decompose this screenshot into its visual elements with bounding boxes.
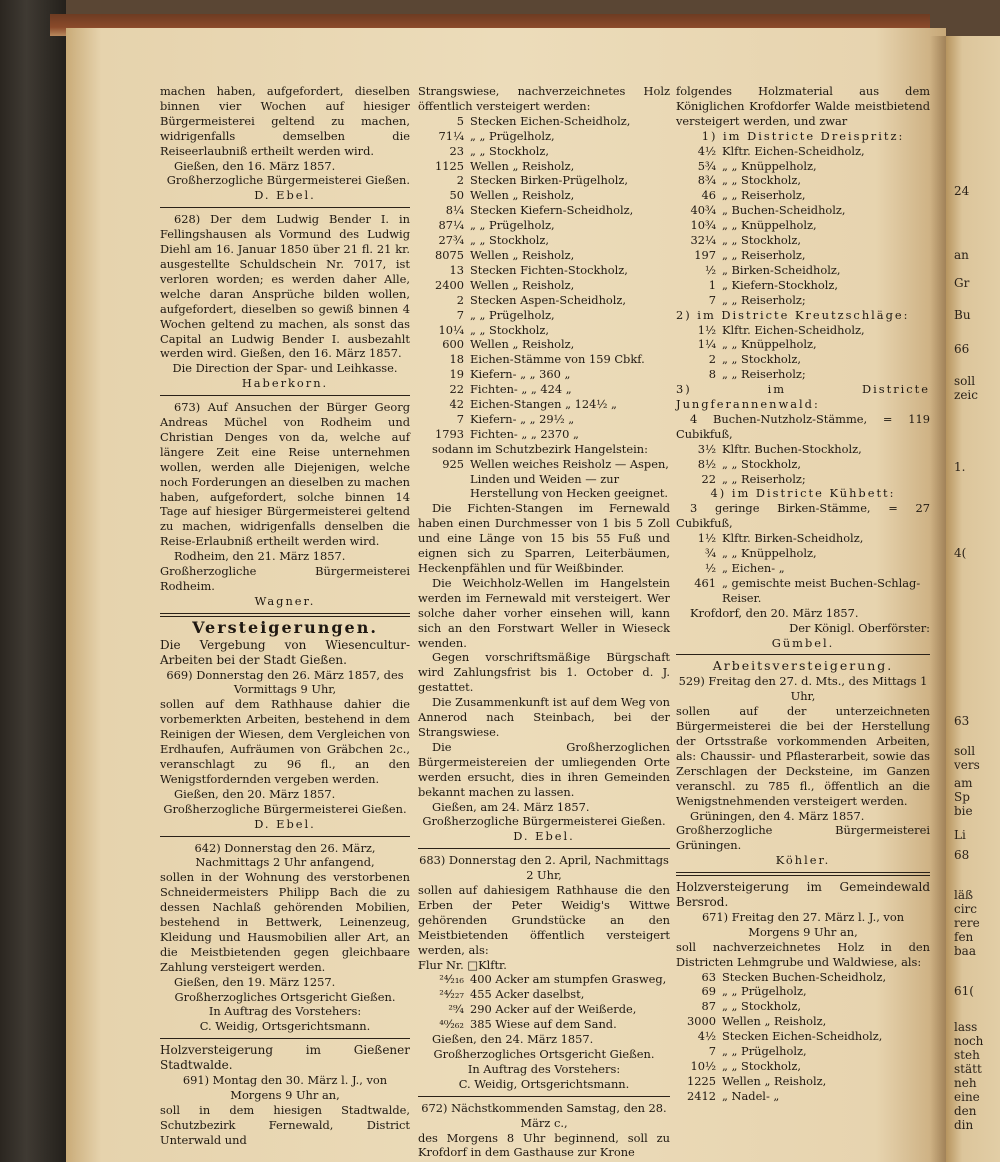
notice-642: 642) Donnerstag den 26. März, Nachmittags 2 Uhr anfangend,	[194, 840, 376, 870]
double-divider	[160, 613, 410, 617]
quantity: ¾	[704, 546, 716, 561]
item-description: „ „ Stockholz,	[722, 999, 802, 1014]
list-item	[676, 173, 930, 188]
list-item	[676, 1059, 930, 1074]
quantity: 63	[701, 969, 716, 984]
notice-669-authority: Großherzogliche Bürgermeisterei Gießen.	[163, 801, 407, 816]
quantity: 10½	[690, 1059, 716, 1073]
quantity: 8¾	[697, 173, 716, 188]
list-item	[418, 367, 670, 382]
item-description: „ „ Reiserholz;	[722, 471, 806, 486]
list-item	[676, 323, 930, 338]
facing-page-fragment: lass	[954, 1020, 978, 1034]
facing-page-fragment: den	[954, 1104, 977, 1118]
notice-669: 669) Donnerstag den 26. März 1857, des Vormittags 9 Uhr,	[166, 667, 404, 697]
item-description: Stecken Birken-Prügelholz,	[470, 173, 628, 188]
list-item	[418, 278, 670, 293]
notice-date: Gießen, am 24. März 1857.	[432, 799, 590, 814]
list-item	[676, 203, 930, 218]
notice-642-signature: C. Weidig, Ortsgerichtsmann.	[199, 1019, 371, 1034]
quantity: 2	[456, 292, 464, 307]
quantity: 27¾	[438, 233, 464, 248]
list-item	[676, 144, 930, 159]
list-item	[418, 987, 670, 1002]
quantity: 46	[701, 188, 716, 203]
list-item	[418, 1017, 670, 1032]
item-description: „ „ Prügelholz,	[470, 307, 555, 322]
facing-page-fragment: vers	[954, 758, 980, 772]
notice-529-date: Grüningen, den 4. März 1857.	[690, 808, 865, 823]
facing-page-fragment: Gr	[954, 276, 970, 290]
quantity: 1½	[697, 322, 716, 337]
notice-683-table-header: Flur Nr. □Klftr.	[418, 957, 507, 972]
notice-authority: Großherzogliche Bürgermeisterei Gießen.	[422, 814, 666, 829]
item-description: „ gemischte meist Buchen-Schlag-Reiser.	[722, 575, 921, 605]
quantity: 3000	[687, 1014, 716, 1029]
facing-page-fragment: 24	[954, 184, 970, 198]
divider	[160, 395, 410, 396]
quantity: 1125	[435, 158, 464, 173]
notice-signature: Gümbel.	[771, 635, 835, 650]
notice-672: 672) Nächstkommenden Samstag, den 28. März c.,	[421, 1100, 667, 1130]
notice-628: 628) Der dem Ludwig Bender I. in Fellingshausen als Vormund des Ludwig Diehl am 16. Januar 1850 über 21 fl. 21 kr. ausgestellte Schuldschein Nr. 7017, ist verloren worden; es werden daher Alle, welche daran Ansprüche bilden wollen, aufgefordert, dieselben so gewiß binnen 4 Wochen geltend zu machen, als sonst das Capital an Ludwig Bender I. ausbezahlt werden wird. Gießen, den 16. März 1857.	[160, 212, 410, 361]
notice-628-authority: Die Direction der Spar- und Leihkasse.	[172, 361, 398, 376]
notice-642-authority: Großherzogliches Ortsgericht Gießen.	[174, 989, 396, 1004]
list-item	[418, 397, 670, 412]
wood-list-kreutzschlaege	[676, 323, 930, 383]
item-description: Stecken Eichen-Scheidholz,	[722, 1029, 883, 1044]
quantity: 461	[694, 575, 716, 590]
facing-page-fragment: 61(	[954, 984, 974, 998]
column-2	[418, 84, 670, 1160]
notice-673-date: Rodheim, den 21. März 1857.	[174, 549, 346, 564]
facing-page-fragment: steh	[954, 1048, 980, 1062]
list-item	[676, 159, 930, 174]
item-description: „ „ Stockholz,	[470, 233, 550, 248]
list-item	[418, 293, 670, 308]
item-description: Eichen-Stangen „ 124½ „	[470, 397, 617, 412]
item-description: „ „ Knüppelholz,	[722, 218, 817, 233]
district-kuehbett: 4) im Districte Kühbett:	[710, 486, 896, 501]
subheading-wiesencultur: Die Vergebung von Wiesencultur-Arbeiten bei der Stadt Gießen.	[160, 637, 410, 667]
item-description: Wellen „ Reisholz,	[722, 1014, 827, 1029]
quantity: 40¾	[690, 203, 716, 218]
item-description: Wellen weiches Reisholz — Aspen, Linden und Weiden — zur Herstellung von Hecken geeignet.	[470, 456, 669, 501]
item-description: Wellen „ Reisholz,	[470, 188, 575, 203]
quantity: 7	[708, 1044, 716, 1059]
quantity: 71¼	[438, 128, 464, 143]
list-item	[676, 352, 930, 367]
list-item	[418, 188, 670, 203]
list-item	[676, 278, 930, 293]
quantity: 1225	[687, 1073, 716, 1088]
list-item	[676, 337, 930, 352]
quantity: ²⁴⁄₂₁₆	[439, 972, 464, 987]
quantity: ½	[704, 561, 716, 575]
item-description: Wellen „ Reisholz,	[470, 158, 575, 173]
facing-page-fragment: 4(	[954, 546, 967, 560]
list-item	[676, 442, 930, 457]
list-item	[418, 1002, 670, 1017]
next-page-edge	[946, 36, 1000, 1162]
quantity: 7	[456, 411, 464, 426]
paragraph-zahlungsfrist: Gegen vorschriftsmäßige Bürgschaft wird Zahlungsfrist bis 1. October d. J. gestattet.	[418, 650, 670, 695]
facing-page-fragment: 63	[954, 714, 970, 728]
list-item	[418, 323, 670, 338]
item-description: „ Eichen- „	[722, 561, 785, 575]
quantity: 8¼	[445, 203, 464, 218]
list-item	[676, 218, 930, 233]
item-description: 385 Wiese auf dem Sand.	[470, 1017, 617, 1032]
notice-529-signature: Köhler.	[775, 853, 831, 868]
quantity: 2400	[435, 277, 464, 292]
quantity: 22	[701, 471, 716, 486]
list-item	[418, 263, 670, 278]
divider	[160, 207, 410, 208]
quantity: 4½	[697, 1029, 716, 1044]
facing-page-fragment: rere	[954, 916, 980, 930]
list-item	[676, 576, 930, 606]
list-item	[418, 248, 670, 263]
column-1	[160, 84, 410, 1148]
notice-691-body: soll in dem hiesigen Stadtwalde, Schutzbezirk Fernewald, District Unterwald und	[160, 1102, 410, 1147]
item-description: „ „ Prügelholz,	[470, 128, 555, 143]
list-item	[418, 203, 670, 218]
item-description: Wellen „ Reisholz,	[722, 1073, 827, 1088]
list-item	[418, 427, 670, 442]
item-description: 455 Acker daselbst,	[470, 987, 585, 1002]
divider	[418, 1096, 670, 1097]
facing-page-fragment: noch	[954, 1034, 984, 1048]
list-item	[418, 412, 670, 427]
facing-page-fragment: soll	[954, 374, 976, 388]
item-description: „ Nadel- „	[722, 1088, 780, 1103]
notice-642-authority-2: In Auftrag des Vorstehers:	[208, 1004, 362, 1019]
quantity: 32¼	[690, 233, 716, 248]
quantity: ½	[704, 262, 716, 277]
quantity: 8½	[697, 456, 716, 471]
quantity: 1¼	[697, 337, 716, 352]
notice-642-body: sollen in der Wohnung des verstorbenen Schneidermeisters Philipp Bach die zu dessen Nachlaß gehörenden Mobilien, bestehend in Bettwerk, Leinenzeug, Kleidung und Hausmobilien aller Art, an die Meistbietenden gegen gleichbaare Zahlung versteigert werden.	[160, 870, 410, 974]
facing-page-fragment: soll	[954, 744, 976, 758]
facing-page-fragment: Li	[954, 828, 966, 842]
notice-authority: Der Königl. Oberförster:	[789, 620, 930, 635]
notice-671: 671) Freitag den 27. März l. J., von Morgens 9 Uhr an,	[701, 909, 905, 939]
notice-673-signature: Wagner.	[254, 593, 316, 608]
parcel-list	[418, 972, 670, 1032]
notice-date: Gießen, den 16. März 1857.	[174, 158, 336, 173]
quantity: 600	[442, 337, 464, 352]
quantity: 2	[456, 173, 464, 188]
facing-page-fragment: 68	[954, 848, 970, 862]
item-description: „ „ Knüppelholz,	[722, 337, 817, 352]
quantity: 10¾	[690, 218, 716, 233]
item-description: „ „ Stockholz,	[722, 233, 802, 248]
facing-page-fragment: eine	[954, 1090, 980, 1104]
notice-669-body: sollen auf dem Rathhause dahier die vorbemerkten Arbeiten, bestehend in dem Reinigen der Wiesen, dem Vergleichen von Erdhaufen, Aufräumen von Gräbchen 2c., veranschlagt zu 96 fl., an den Wenigstfordernden vergeben werden.	[160, 697, 410, 786]
krofdorf-intro: folgendes Holzmaterial aus dem Königlichen Krofdorfer Walde meistbietend versteigert werden, und zwar	[676, 84, 930, 128]
item-description: „ „ Stockholz,	[722, 456, 802, 471]
item-description: 290 Acker auf der Weißerde,	[470, 1002, 637, 1017]
paragraph-buergermeistereien: Die Großherzoglichen Bürgermeistereien der umliegenden Orte werden ersucht, dies in ihren Gemeinden bekannt machen zu lassen.	[418, 739, 670, 799]
item-description: „ Birken-Scheidholz,	[722, 262, 841, 277]
item-description: Klftr. Buchen-Stockholz,	[722, 441, 862, 456]
item-description: Stecken Eichen-Scheidholz,	[470, 113, 631, 128]
quantity: 1	[708, 277, 716, 292]
list-item	[676, 531, 930, 546]
wood-list-bersrod	[676, 970, 930, 1104]
district-dreispritz: 1) im Districte Dreispritz:	[701, 128, 905, 143]
notice-authority: Großherzogliche Bürgermeisterei Gießen.	[166, 173, 410, 188]
item-description: „ „ Prügelholz,	[722, 1044, 807, 1059]
quantity: ⁴⁰⁄₂₆₂	[439, 1017, 464, 1032]
item-description: „ „ Prügelholz,	[722, 984, 807, 999]
facing-page-fragment: circ	[954, 902, 978, 916]
item-description: „ „ Reiserholz;	[722, 292, 806, 307]
quantity: 87	[701, 999, 716, 1014]
item-description: „ Kiefern-Stockholz,	[722, 277, 838, 292]
list-item	[676, 248, 930, 263]
list-item	[418, 457, 670, 502]
quantity: 925	[442, 456, 464, 471]
quantity: 197	[694, 247, 716, 262]
list-item	[418, 218, 670, 233]
district-kreutzschlaege: 2) im Districte Kreutzschläge:	[676, 307, 910, 322]
notice-683-date: Gießen, den 24. März 1857.	[432, 1032, 594, 1047]
divider	[160, 836, 410, 837]
column-3	[676, 84, 930, 1104]
item-description: „ „ Stockholz,	[722, 1059, 802, 1073]
divider	[418, 848, 670, 849]
quantity: 4½	[697, 143, 716, 158]
item-description: Klftr. Eichen-Scheidholz,	[722, 322, 865, 337]
item-description: Klftr. Eichen-Scheidholz,	[722, 143, 865, 158]
list-item	[418, 337, 670, 352]
strangswiese-intro: Strangswiese, nachverzeichnetes Holz öffentlich versteigert werden:	[418, 84, 670, 113]
list-item	[418, 159, 670, 174]
notice-date: Krofdorf, den 20. März 1857.	[690, 605, 859, 620]
quantity: 8	[708, 367, 716, 382]
quantity: 22	[449, 382, 464, 397]
list-item	[418, 352, 670, 367]
quantity: 7	[456, 307, 464, 322]
list-item	[676, 457, 930, 472]
item-description: Wellen „ Reisholz,	[470, 277, 575, 292]
quantity: 3½	[697, 441, 716, 456]
list-item	[676, 1074, 930, 1089]
wood-list-jungferannenwald	[676, 442, 930, 487]
item-description: Wellen „ Reisholz,	[470, 337, 575, 352]
list-item	[676, 546, 930, 561]
list-item	[676, 263, 930, 278]
facing-page-fragment: zeic	[954, 388, 978, 402]
facing-page-fragment: neh	[954, 1076, 977, 1090]
sodann-line: sodann im Schutzbezirk Hangelstein:	[432, 441, 648, 456]
quantity: 2412	[687, 1088, 716, 1103]
wood-list-kuehbett	[676, 531, 930, 606]
item-description: Stecken Buchen-Scheidholz,	[722, 969, 887, 984]
notice-683: 683) Donnerstag den 2. April, Nachmittags 2 Uhr,	[419, 853, 669, 883]
paragraph-fichten: Die Fichten-Stangen im Fernewald haben einen Durchmesser von 1 bis 5 Zoll und eine Länge von 15 bis 55 Fuß und eignen sich zu Sparren, Leiterbäumen, Heckenpfählen und für Weißbinder.	[418, 501, 670, 575]
list-item	[676, 970, 930, 985]
facing-page-fragment: bie	[954, 804, 973, 818]
item-description: „ „ Stockholz,	[470, 322, 550, 337]
facing-page-fragment: baa	[954, 944, 976, 958]
notice-signature: D. Ebel.	[254, 188, 316, 203]
item-description: Klftr. Birken-Scheidholz,	[722, 531, 864, 546]
quantity: 2	[708, 352, 716, 367]
notice-683-authority-2: In Auftrag des Vorstehers:	[467, 1061, 621, 1076]
item-description: „ „ Stockholz,	[722, 352, 802, 367]
list-item	[676, 984, 930, 999]
item-description: Eichen-Stämme von 159 Cbkf.	[470, 352, 645, 367]
quantity: 13	[449, 262, 464, 277]
item-description: „ „ Reiserholz,	[722, 247, 806, 262]
notice-signature: D. Ebel.	[513, 829, 575, 844]
quantity: ²⁴⁄₂₂₇	[439, 987, 464, 1002]
list-item	[676, 472, 930, 487]
item-description: Stecken Aspen-Scheidholz,	[470, 292, 627, 307]
list-item	[418, 114, 670, 129]
wood-list-fernewald	[418, 114, 670, 442]
item-description: „ „ Reiserholz,	[722, 188, 806, 203]
list-item	[676, 188, 930, 203]
notice-673-authority: Großherzogliche Bürgermeisterei Rodheim.	[160, 564, 410, 593]
notice-529-body: sollen auf der unterzeichneten Bürgermeisterei die bei der Herstellung der Ortsstraße vorkommenden Arbeiten, als: Chaussir- und Pflasterarbeit, sowie das Zerschlagen der Decksteine, im Ganzen veranschl. zu 785 fl., öffentlich an die Wenigstnehmenden versteigert werden.	[676, 704, 930, 808]
notice-683-body: sollen auf dahiesigem Rathhause die den Erben der Peter Weidig's Wittwe gehörenden Grundstücke an den Meistbietenden öffentlich versteigert werden, als:	[418, 883, 670, 957]
quantity: 87¼	[438, 218, 464, 233]
quantity: 50	[449, 188, 464, 203]
quantity: 8075	[435, 247, 464, 262]
notice-671-body: soll nachverzeichnetes Holz in den Districten Lehmgrube und Waldwiese, als:	[676, 939, 930, 969]
facing-page-fragment: an	[954, 248, 969, 262]
quantity: 23	[449, 143, 464, 158]
list-item	[418, 144, 670, 159]
list-item	[676, 1014, 930, 1029]
item-description: Fichten- „ „ 424 „	[470, 382, 572, 397]
paragraph-weichholz: Die Weichholz-Wellen im Hangelstein werden im Fernewald mit versteigert. Wer solche daher vorher einsehen will, kann sich an den Forstwart Weller in Wieseck wenden.	[418, 575, 670, 650]
facing-page-fragment: 1.	[954, 460, 966, 474]
list-item	[676, 367, 930, 382]
item-description: Kiefern- „ „ 360 „	[470, 367, 571, 382]
notice-intro: machen haben, aufgefordert, dieselben binnen vier Wochen auf hiesiger Bürgermeisterei geltend zu machen, widrigenfalls demselben die Reiseerlaubniß ertheilt werden wird.	[160, 84, 410, 158]
list-item	[418, 308, 670, 323]
facing-page-fragment: 66	[954, 342, 970, 356]
double-divider	[676, 872, 930, 876]
notice-529-authority: Großherzogliche Bürgermeisterei Grüningen.	[676, 823, 930, 853]
quantity: 69	[701, 984, 716, 999]
book-spine	[0, 0, 66, 1162]
item-description: Kiefern- „ „ 29½ „	[470, 411, 575, 426]
notice-683-signature: C. Weidig, Ortsgerichtsmann.	[458, 1076, 630, 1091]
jungferannenwald-staemme: 4 Buchen-Nutzholz-Stämme, = 119 Cubikfuß,	[676, 411, 930, 441]
quantity: 19	[449, 367, 464, 382]
list-item	[676, 561, 930, 576]
wood-list-dreispritz	[676, 144, 930, 308]
list-item	[676, 1029, 930, 1044]
quantity: 1793	[435, 426, 464, 441]
list-item	[676, 233, 930, 248]
quantity: 42	[449, 397, 464, 412]
list-item	[418, 129, 670, 144]
list-item	[676, 1089, 930, 1104]
quantity: 5	[456, 113, 464, 128]
notice-672-body: des Morgens 8 Uhr beginnend, soll zu Krofdorf in dem Gasthause zur Krone	[418, 1130, 670, 1160]
notice-669-signature: D. Ebel.	[254, 816, 316, 831]
item-description: Stecken Kiefern-Scheidholz,	[470, 203, 634, 218]
list-item	[418, 382, 670, 397]
notice-529: 529) Freitag den 27. d. Mts., des Mittags 1 Uhr,	[678, 674, 928, 704]
item-description: „ „ Reiserholz;	[722, 367, 806, 382]
facing-page-fragment: Bu	[954, 308, 971, 322]
item-description: „ „ Stockholz,	[470, 143, 550, 158]
facing-page-fragment: stätt	[954, 1062, 982, 1076]
quantity: 5¾	[697, 158, 716, 173]
notice-669-date: Gießen, den 20. März 1857.	[174, 786, 336, 801]
holzversteigerung-bersrod-title: Holzversteigerung im Gemeindewald Bersrod.	[676, 880, 930, 910]
item-description: Wellen „ Reisholz,	[470, 247, 575, 262]
section-title: Versteigerungen.	[192, 617, 378, 637]
arbeitsversteigerung-title: Arbeitsversteigerung.	[712, 658, 894, 674]
paragraph-zusammenkunft: Die Zusammenkunft ist auf dem Weg von Annerod nach Steinbach, bei der Strangswiese.	[418, 695, 670, 739]
item-description: „ „ Knüppelholz,	[722, 546, 817, 561]
notice-642-date: Gießen, den 19. März 1257.	[174, 974, 336, 989]
page-gutter-shadow	[930, 36, 946, 1162]
quantity: 18	[449, 352, 464, 367]
notice-691: 691) Montag den 30. März l. J., von Morgens 9 Uhr an,	[182, 1073, 388, 1102]
subheading-holz-giessen: Holzversteigerung im Gießener Stadtwalde.	[160, 1043, 410, 1073]
item-description: Fichten- „ „ 2370 „	[470, 426, 579, 441]
facing-page-fragment: din	[954, 1118, 974, 1132]
item-description: „ Buchen-Scheidholz,	[722, 203, 846, 218]
item-description: „ „ Prügelholz,	[470, 218, 555, 233]
item-description: „ „ Knüppelholz,	[722, 158, 817, 173]
divider	[676, 654, 930, 655]
quantity: ²⁹⁄₄	[448, 1002, 464, 1017]
list-item	[676, 293, 930, 308]
item-description: 400 Acker am stumpfen Grasweg,	[470, 972, 667, 987]
list-item	[676, 1044, 930, 1059]
list-item	[418, 173, 670, 188]
quantity: 10¼	[438, 322, 464, 337]
facing-page-fragment: läß	[954, 888, 974, 902]
notice-683-authority: Großherzogliches Ortsgericht Gießen.	[433, 1047, 655, 1061]
facing-page-fragment: fen	[954, 930, 974, 944]
list-item	[418, 972, 670, 987]
notice-673: 673) Auf Ansuchen der Bürger Georg Andreas Müchel von Rodheim und Christian Denges von da, welche auf längere Zeit eine Reise unternehmen wollen, werden alle Diejenigen, welche noch Forderungen an dieselben zu machen haben, aufgefordert, solche binnen 14 Tage auf hiesiger Bürgermeisterei geltend zu machen, widrigenfalls denselben die Reise-Erlaubniß ertheilt werden wird.	[160, 400, 410, 549]
notice-628-signature: Haberkorn.	[241, 376, 329, 391]
quantity: 7	[708, 292, 716, 307]
kuehbett-staemme: 3 geringe Birken-Stämme, = 27 Cubikfuß,	[676, 501, 930, 531]
divider	[160, 1038, 410, 1039]
facing-page-fragment: am	[954, 776, 973, 790]
district-jungferannenwald: 3) im Districte Jungferannenwald:	[676, 382, 930, 412]
facing-page-fragment: Sp	[954, 790, 970, 804]
list-item	[676, 999, 930, 1014]
quantity: 1½	[697, 531, 716, 546]
list-item	[418, 233, 670, 248]
item-description: Stecken Fichten-Stockholz,	[470, 262, 628, 277]
item-description: „ „ Stockholz,	[722, 173, 802, 188]
wood-list-hangelstein	[418, 457, 670, 502]
